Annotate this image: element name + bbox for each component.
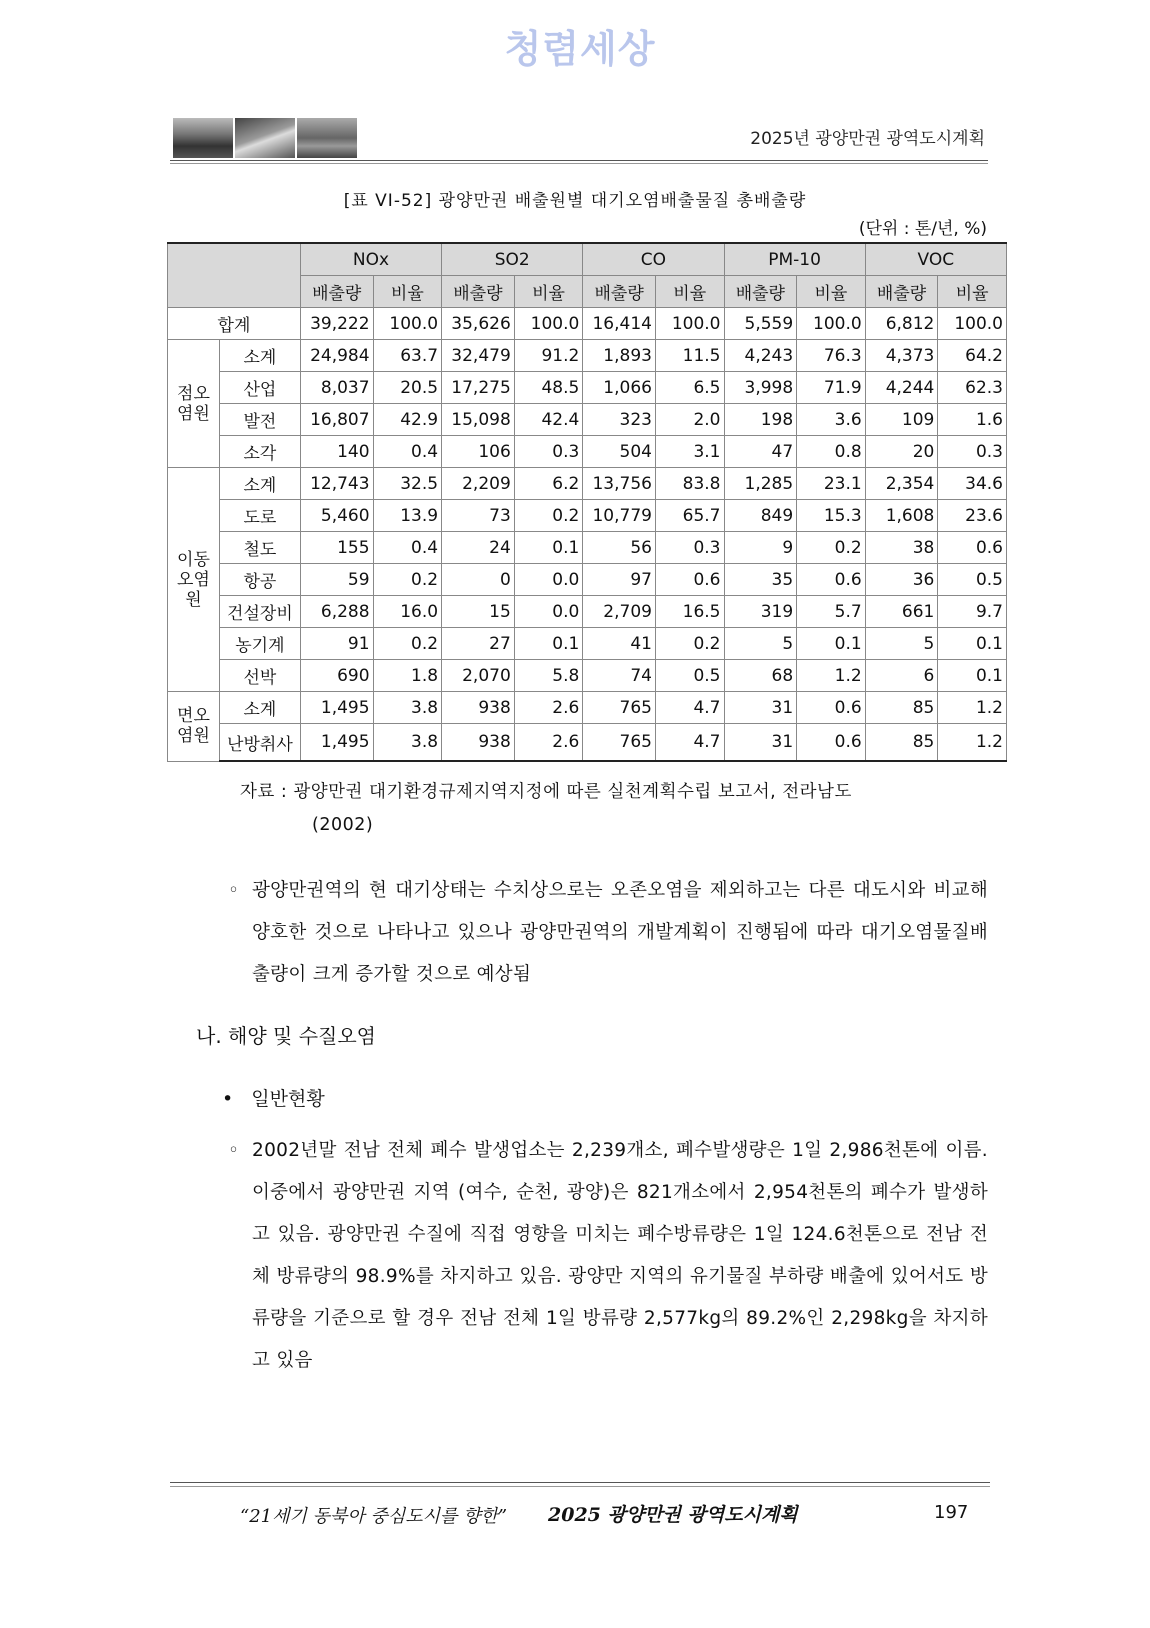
table-cell: 109	[865, 404, 938, 436]
amount-header: 배출량	[583, 276, 656, 308]
footer-divider-secondary	[170, 1486, 990, 1487]
row-label: 항공	[219, 564, 300, 596]
table-unit: (단위 : 톤/년, %)	[858, 219, 987, 239]
table-cell: 5	[724, 628, 797, 660]
section-title: 나. 해양 및 수질오염	[196, 1024, 376, 1048]
table-cell: 56	[583, 532, 656, 564]
row-label: 선박	[219, 660, 300, 692]
table-cell: 6.5	[655, 372, 724, 404]
table-cell: 91.2	[514, 340, 583, 372]
table-row	[168, 564, 1007, 596]
table-cell: 8,037	[300, 372, 373, 404]
table-cell: 4,243	[724, 340, 797, 372]
table-cell: 62.3	[938, 372, 1007, 404]
table-cell: 1.2	[938, 692, 1007, 724]
table-cell: 31	[724, 692, 797, 724]
group-label-text: 이동 오염 원	[177, 549, 210, 610]
table-cell: 323	[583, 404, 656, 436]
amount-header: 배출량	[442, 276, 515, 308]
paragraph-text: 광양만권역의 현 대기상태는 수치상으로는 오존오염을 제외하고는 다른 대도시와 비교해 양호한 것으로 나타나고 있으나 광양만권역의 개발계획이 진행됨에 따라 대기오염물질배출량이 크게 증가할 것으로 예상됨	[252, 880, 988, 985]
header-photo-strip	[173, 118, 357, 158]
table-cell: 59	[300, 564, 373, 596]
table-cell: 140	[300, 436, 373, 468]
table-cell: 5.8	[514, 660, 583, 692]
header-row-pollutants	[168, 243, 1007, 276]
row-label: 건설장비	[219, 596, 300, 628]
table-cell: 24,984	[300, 340, 373, 372]
table-cell: 10,779	[583, 500, 656, 532]
table-cell: 35,626	[442, 308, 515, 340]
table-cell: 690	[300, 660, 373, 692]
table-cell: 0.3	[655, 532, 724, 564]
footer-plan-title: 2025 광양만권 광역도시계획	[548, 1504, 798, 1526]
table-cell: 73	[442, 500, 515, 532]
table-cell: 0.8	[797, 436, 866, 468]
amount-header: 배출량	[724, 276, 797, 308]
table-cell: 6.2	[514, 468, 583, 500]
table-row	[168, 468, 1007, 500]
table-cell: 35	[724, 564, 797, 596]
source-year: (2002)	[312, 815, 374, 835]
row-label: 소계	[219, 468, 300, 500]
header-corner-cell	[168, 243, 301, 308]
table-cell: 0.2	[797, 532, 866, 564]
table-cell: 27	[442, 628, 515, 660]
table-cell: 155	[300, 532, 373, 564]
running-header-title: 2025년 광양만권 광역도시계획	[750, 129, 985, 149]
table-cell: 0.4	[373, 436, 442, 468]
emissions-table	[167, 242, 1007, 762]
row-label: 소계	[219, 340, 300, 372]
group-label	[168, 340, 220, 468]
table-cell: 16,807	[300, 404, 373, 436]
page-number: 197	[934, 1502, 969, 1523]
table-cell: 83.8	[655, 468, 724, 500]
table-cell: 91	[300, 628, 373, 660]
table-cell: 100.0	[655, 308, 724, 340]
row-label: 철도	[219, 532, 300, 564]
table-row-total	[168, 308, 1007, 340]
table-cell: 12,743	[300, 468, 373, 500]
table-cell: 0.5	[938, 564, 1007, 596]
table-cell: 63.7	[373, 340, 442, 372]
table-cell: 4.7	[655, 692, 724, 724]
table-cell: 0.1	[938, 628, 1007, 660]
table-cell: 13,756	[583, 468, 656, 500]
table-cell: 17,275	[442, 372, 515, 404]
table-cell: 20.5	[373, 372, 442, 404]
table-cell: 13.9	[373, 500, 442, 532]
table-cell: 32.5	[373, 468, 442, 500]
table-cell: 42.4	[514, 404, 583, 436]
table-cell: 0.2	[655, 628, 724, 660]
table-row	[168, 692, 1007, 724]
table-row	[168, 500, 1007, 532]
table-caption: [표 VI-52] 광양만권 배출원별 대기오염배출물질 총배출량	[343, 191, 807, 211]
table-cell: 2,070	[442, 660, 515, 692]
ratio-header: 비율	[655, 276, 724, 308]
table-cell: 65.7	[655, 500, 724, 532]
table-cell: 15,098	[442, 404, 515, 436]
ratio-header: 비율	[373, 276, 442, 308]
table-row	[168, 724, 1007, 762]
table-cell: 765	[583, 692, 656, 724]
table-cell: 3,998	[724, 372, 797, 404]
table-cell: 39,222	[300, 308, 373, 340]
table-cell: 64.2	[938, 340, 1007, 372]
table-cell: 2,354	[865, 468, 938, 500]
group-label	[168, 468, 220, 692]
table-cell: 16,414	[583, 308, 656, 340]
table-row	[168, 660, 1007, 692]
table-cell: 97	[583, 564, 656, 596]
table-cell: 504	[583, 436, 656, 468]
table-cell: 0.6	[938, 532, 1007, 564]
table-cell: 3.1	[655, 436, 724, 468]
table-cell: 85	[865, 724, 938, 762]
bullet-dot-icon: •	[222, 1088, 234, 1110]
header-divider	[170, 160, 988, 161]
table-cell: 24	[442, 532, 515, 564]
table-cell: 36	[865, 564, 938, 596]
group-label	[168, 692, 220, 762]
circle-bullet-icon: ◦	[228, 1140, 240, 1161]
header-photo-1	[173, 118, 233, 158]
table-cell: 2,709	[583, 596, 656, 628]
row-label: 산업	[219, 372, 300, 404]
table-cell: 2.6	[514, 692, 583, 724]
table-source	[240, 776, 980, 842]
table-cell: 0.0	[514, 564, 583, 596]
table-cell: 0.0	[514, 596, 583, 628]
table-cell: 1,066	[583, 372, 656, 404]
table-cell: 0.6	[797, 564, 866, 596]
table-cell: 100.0	[373, 308, 442, 340]
table-cell: 47	[724, 436, 797, 468]
group-label-text: 면오 염원	[177, 706, 210, 747]
table-cell: 5,460	[300, 500, 373, 532]
table-cell: 1,285	[724, 468, 797, 500]
pollutant-header: CO	[583, 243, 724, 276]
table-cell: 71.9	[797, 372, 866, 404]
table-cell: 0.6	[655, 564, 724, 596]
header-divider-secondary	[170, 163, 988, 164]
subheading-text: 일반현황	[251, 1088, 325, 1110]
table-cell: 1.6	[938, 404, 1007, 436]
table-cell: 42.9	[373, 404, 442, 436]
table-cell: 11.5	[655, 340, 724, 372]
group-label-text: 점오 염원	[177, 383, 210, 424]
header-photo-3	[297, 118, 357, 158]
table-cell: 41	[583, 628, 656, 660]
table-cell: 5,559	[724, 308, 797, 340]
table-cell: 15	[442, 596, 515, 628]
pollutant-header: NOx	[300, 243, 441, 276]
table-cell: 16.5	[655, 596, 724, 628]
table-cell: 2.6	[514, 724, 583, 762]
table-cell: 9	[724, 532, 797, 564]
paragraph-text: 2002년말 전남 전체 폐수 발생업소는 2,239개소, 폐수발생량은 1일 2,986천톤에 이름. 이중에서 광양만권 지역 (여수, 순천, 광양)은 821개소에서 2,954천톤의 폐수가 발생하고 있음. 광양만권 수질에 직접 영향을 미치는 폐수방류량은 1일 124.6천톤으로 전남 전체 방류량의 98.9%를 차지하고 있음. 광양만 지역의 유기물질 부하량 배출에 있어서도 방류량을 기준으로 할 경우 전남 전체 1일 방류량 2,577kg의 89.2%인 2,298kg을 차지하고 있음	[252, 1140, 988, 1371]
subheading	[222, 1084, 325, 1111]
table-cell: 661	[865, 596, 938, 628]
logo: 청렴세상	[504, 26, 656, 71]
table-cell: 20	[865, 436, 938, 468]
table-cell: 0.3	[514, 436, 583, 468]
table-cell: 0.6	[797, 692, 866, 724]
table-cell: 0.1	[938, 660, 1007, 692]
table-row	[168, 628, 1007, 660]
table-cell: 76.3	[797, 340, 866, 372]
row-label: 합계	[168, 308, 301, 340]
table-cell: 1.2	[938, 724, 1007, 762]
table-cell: 48.5	[514, 372, 583, 404]
table-cell: 2.0	[655, 404, 724, 436]
table-cell: 198	[724, 404, 797, 436]
row-label: 소각	[219, 436, 300, 468]
table-cell: 23.1	[797, 468, 866, 500]
ratio-header: 비율	[797, 276, 866, 308]
table-cell: 1,495	[300, 692, 373, 724]
pollutant-header: VOC	[865, 243, 1006, 276]
table-cell: 2,209	[442, 468, 515, 500]
table-cell: 1,495	[300, 724, 373, 762]
table-cell: 6,812	[865, 308, 938, 340]
paragraph-water-pollution	[228, 1130, 988, 1382]
table-cell: 0.6	[797, 724, 866, 762]
table-cell: 100.0	[514, 308, 583, 340]
table-cell: 1,608	[865, 500, 938, 532]
table-cell: 0	[442, 564, 515, 596]
table-cell: 68	[724, 660, 797, 692]
table-cell: 23.6	[938, 500, 1007, 532]
table-cell: 5.7	[797, 596, 866, 628]
amount-header: 배출량	[865, 276, 938, 308]
table-cell: 3.8	[373, 724, 442, 762]
table-row	[168, 372, 1007, 404]
table-cell: 34.6	[938, 468, 1007, 500]
table-cell: 0.1	[514, 532, 583, 564]
table-cell: 100.0	[797, 308, 866, 340]
table-cell: 1,893	[583, 340, 656, 372]
row-label: 농기계	[219, 628, 300, 660]
row-label: 발전	[219, 404, 300, 436]
table-cell: 4,373	[865, 340, 938, 372]
table-cell: 0.1	[514, 628, 583, 660]
table-cell: 319	[724, 596, 797, 628]
table-cell: 849	[724, 500, 797, 532]
table-row	[168, 404, 1007, 436]
table-cell: 3.8	[373, 692, 442, 724]
table-cell: 38	[865, 532, 938, 564]
table-cell: 938	[442, 724, 515, 762]
row-label: 도로	[219, 500, 300, 532]
ratio-header: 비율	[514, 276, 583, 308]
amount-header: 배출량	[300, 276, 373, 308]
table-cell: 31	[724, 724, 797, 762]
table-cell: 15.3	[797, 500, 866, 532]
table-cell: 100.0	[938, 308, 1007, 340]
table-cell: 4.7	[655, 724, 724, 762]
pollutant-header: SO2	[442, 243, 583, 276]
table-cell: 6,288	[300, 596, 373, 628]
table-cell: 74	[583, 660, 656, 692]
table-cell: 938	[442, 692, 515, 724]
table-cell: 765	[583, 724, 656, 762]
pollutant-header: PM-10	[724, 243, 865, 276]
ratio-header: 비율	[938, 276, 1007, 308]
circle-bullet-icon: ◦	[228, 880, 240, 901]
header-photo-2	[235, 118, 295, 158]
table-row	[168, 596, 1007, 628]
paragraph-air-quality	[228, 870, 988, 996]
table-cell: 3.6	[797, 404, 866, 436]
source-text: 자료 : 광양만권 대기환경규제지역지정에 따른 실천계획수립 보고서, 전라남도	[240, 782, 852, 802]
table-cell: 4,244	[865, 372, 938, 404]
row-label: 난방취사	[219, 724, 300, 762]
table-cell: 0.4	[373, 532, 442, 564]
table-cell: 85	[865, 692, 938, 724]
table-cell: 106	[442, 436, 515, 468]
table-cell: 0.5	[655, 660, 724, 692]
row-label: 소계	[219, 692, 300, 724]
table-cell: 0.2	[514, 500, 583, 532]
table-cell: 32,479	[442, 340, 515, 372]
table-row	[168, 532, 1007, 564]
table-cell: 1.8	[373, 660, 442, 692]
table-cell: 0.3	[938, 436, 1007, 468]
table-cell: 1.2	[797, 660, 866, 692]
table-cell: 0.1	[797, 628, 866, 660]
table-cell: 6	[865, 660, 938, 692]
table-cell: 0.2	[373, 628, 442, 660]
table-cell: 5	[865, 628, 938, 660]
table-cell: 9.7	[938, 596, 1007, 628]
table-row	[168, 340, 1007, 372]
table-cell: 0.2	[373, 564, 442, 596]
table-row	[168, 436, 1007, 468]
table-cell: 16.0	[373, 596, 442, 628]
footer-slogan: “21세기 동북아 중심도시를 향한”	[240, 1506, 508, 1527]
footer-divider	[170, 1482, 990, 1483]
